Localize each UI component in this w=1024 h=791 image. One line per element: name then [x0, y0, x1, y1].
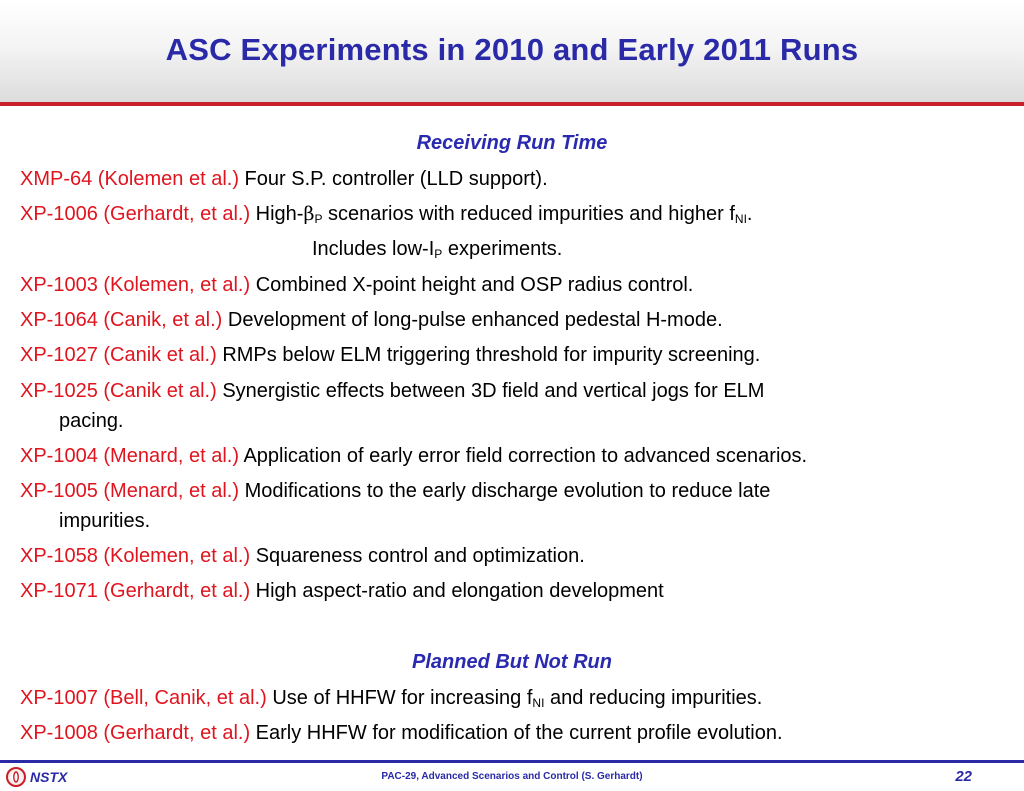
experiment-desc: Application of early error field correction to advanced scenarios. — [243, 445, 808, 467]
experiment-desc-line2: Includes low-$I_P$ experiments. — [312, 238, 563, 261]
experiment-item — [20, 270, 1005, 300]
footer-divider — [0, 760, 1024, 763]
experiment-desc: High-$\beta_P$ scenarios with reduced impurities and higher $f_{NI}$. — [255, 203, 753, 226]
header-divider — [0, 102, 1024, 106]
experiment-desc: High aspect-ratio and elongation development — [255, 580, 664, 602]
logo-text: NSTX — [30, 769, 68, 785]
experiment-desc-continuation: impurities. — [59, 510, 151, 532]
experiment-ref: XP-1064 (Canik, et al.) — [20, 309, 223, 331]
experiment-desc-continuation: pacing. — [59, 410, 124, 432]
experiment-item — [20, 718, 1005, 748]
page-number: 22 — [955, 768, 972, 785]
experiment-item — [20, 376, 1005, 436]
section-heading-received: Receiving Run Time — [416, 132, 608, 154]
experiment-item — [20, 476, 1005, 536]
experiment-ref: XP-1058 (Kolemen, et al.) — [20, 545, 251, 567]
experiment-desc: Early HHFW for modification of the current profile evolution. — [255, 722, 783, 744]
experiment-ref: XP-1007 (Bell, Canik, et al.) — [20, 687, 267, 709]
experiment-item — [20, 441, 1005, 471]
beta-symbol: β — [303, 203, 315, 225]
experiment-desc: Modifications to the early discharge evolution to reduce late — [244, 480, 771, 502]
experiment-ref: XP-1003 (Kolemen, et al.) — [20, 274, 251, 296]
experiment-ref: XP-1008 (Gerhardt, et al.) — [20, 722, 251, 744]
experiment-ref: XP-1027 (Canik et al.) — [20, 344, 217, 366]
experiment-item-continuation — [20, 234, 1005, 264]
experiment-desc: Combined X-point height and OSP radius control. — [255, 274, 694, 296]
experiment-desc: Synergistic effects between 3D field and vertical jogs for ELM — [222, 380, 765, 402]
experiment-ref: XP-1004 (Menard, et al.) — [20, 445, 239, 467]
experiment-ref: XP-1006 (Gerhardt, et al.) — [20, 203, 251, 225]
experiment-ref: XP-1071 (Gerhardt, et al.) — [20, 580, 251, 602]
experiment-item — [20, 576, 1005, 606]
experiment-ref: XMP-64 (Kolemen et al.) — [20, 168, 239, 190]
footer-caption: PAC-29, Advanced Scenarios and Control (S. Gerhardt) — [381, 771, 643, 782]
experiment-item — [20, 199, 1005, 229]
experiment-item — [20, 164, 1005, 194]
experiment-ref: XP-1025 (Canik et al.) — [20, 380, 217, 402]
section-heading-planned: Planned But Not Run — [412, 651, 612, 673]
experiment-desc: Use of HHFW for increasing $f_{NI}$ and reducing impurities. — [272, 687, 763, 710]
slide-title: ASC Experiments in 2010 and Early 2011 Runs — [165, 32, 859, 67]
experiment-desc: RMPs below ELM triggering threshold for impurity screening. — [222, 344, 761, 366]
experiment-item — [20, 683, 1005, 713]
experiment-item — [20, 541, 1005, 571]
experiment-desc: Squareness control and optimization. — [255, 545, 585, 567]
experiment-desc: Development of long-pulse enhanced pedestal H-mode. — [227, 309, 723, 331]
experiment-item — [20, 340, 1005, 370]
experiment-item — [20, 305, 1005, 335]
experiment-ref: XP-1005 (Menard, et al.) — [20, 480, 239, 502]
experiment-desc: Four S.P. controller (LLD support). — [244, 168, 548, 190]
